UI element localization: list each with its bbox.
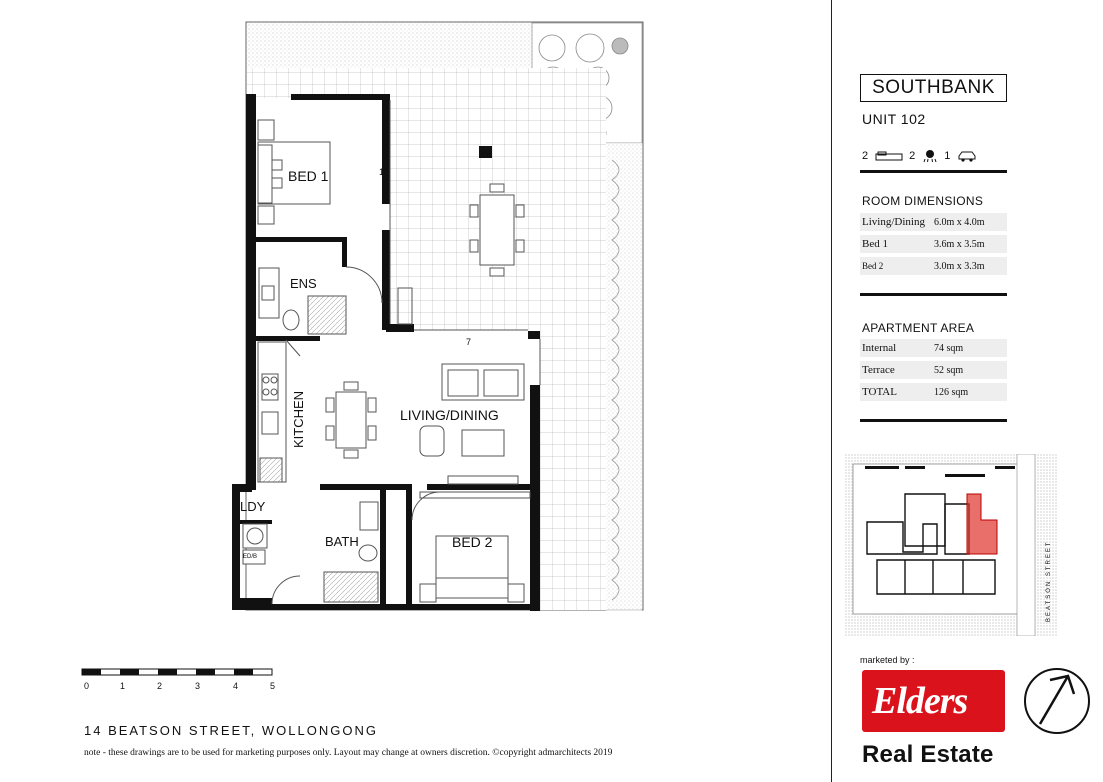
- room-label-bath: BATH: [325, 534, 359, 549]
- dimension-row: [860, 213, 1007, 231]
- room-label-living: LIVING/DINING: [400, 407, 499, 423]
- appliance-label: ED/B: [243, 554, 258, 560]
- scale-label: 3: [195, 681, 201, 691]
- area-row: [860, 339, 1007, 357]
- room-name: Living/Dining: [862, 216, 925, 228]
- street-label: BEATSON STREET: [1046, 540, 1052, 622]
- room-name: Bed 1: [862, 238, 888, 250]
- dimension-row: [860, 235, 1007, 253]
- area-value: 74 sqm: [934, 342, 964, 354]
- room-label-kitchen: KITCHEN: [291, 390, 306, 448]
- kitchen-fixtures: [258, 342, 286, 482]
- garden-strip-top: [247, 23, 532, 68]
- room-label-bed-1: BED 1: [288, 168, 329, 184]
- disclaimer-note: note - these drawings are to be used for marketing purposes only. Layout may change at owners discretion. ©copyright admarchitects 2019: [84, 748, 613, 758]
- door-mark-2: 7: [466, 337, 472, 347]
- room-name: Bed 2: [862, 261, 884, 271]
- area-value: 126 sqm: [934, 386, 969, 398]
- elders-logo: [862, 670, 1005, 732]
- area-label: Internal: [862, 342, 897, 354]
- agency-name: Real Estate: [862, 741, 994, 768]
- dimension-row: [860, 257, 1007, 275]
- north-arrow-icon: [1022, 666, 1092, 736]
- terrace-left-strip: [247, 68, 390, 98]
- scale-bar: [82, 669, 272, 675]
- logo-wordmark: Elders: [872, 680, 968, 722]
- scale-label: 0: [84, 681, 90, 691]
- scale-label: 1: [120, 681, 126, 691]
- area-label: TOTAL: [862, 386, 897, 398]
- outdoor-post: [479, 146, 492, 158]
- car-count: 1: [944, 150, 951, 162]
- bathroom-count: 2: [909, 150, 916, 162]
- key-plan: [845, 454, 1057, 636]
- divider: [860, 419, 1007, 422]
- area-row: [860, 383, 1007, 401]
- room-label-ens: ENS: [290, 276, 317, 291]
- bedroom-count: 2: [862, 150, 869, 162]
- room-label-ldy: LDY: [240, 499, 266, 514]
- scale-label: 4: [233, 681, 239, 691]
- room-size: 3.6m x 3.5m: [934, 238, 985, 250]
- feature-icons: [862, 149, 977, 163]
- scale-label: 5: [270, 681, 276, 691]
- divider: [860, 293, 1007, 296]
- property-address: 14 BEATSON STREET, WOLLONGONG: [84, 723, 378, 738]
- development-title: SOUTHBANK: [860, 74, 1007, 102]
- planter-edge: [606, 143, 642, 611]
- unit-number: UNIT 102: [862, 111, 926, 127]
- apartment-area-title: APARTMENT AREA: [862, 321, 975, 335]
- room-size: 3.0m x 3.3m: [934, 260, 985, 272]
- door-mark-1: 1: [379, 167, 385, 177]
- marketed-by-label: marketed by :: [860, 655, 915, 665]
- area-label: Terrace: [862, 364, 895, 376]
- room-size: 6.0m x 4.0m: [934, 216, 985, 228]
- room-dimensions-title: ROOM DIMENSIONS: [862, 194, 984, 208]
- scale-label: 2: [157, 681, 163, 691]
- area-value: 52 sqm: [934, 364, 964, 376]
- shower-icon: [922, 149, 938, 163]
- area-row: [860, 361, 1007, 379]
- divider: [860, 170, 1007, 173]
- sidebar-divider: [831, 0, 832, 782]
- car-icon: [957, 150, 977, 162]
- room-label-bed-2: BED 2: [452, 534, 493, 550]
- bed-icon: [875, 151, 903, 161]
